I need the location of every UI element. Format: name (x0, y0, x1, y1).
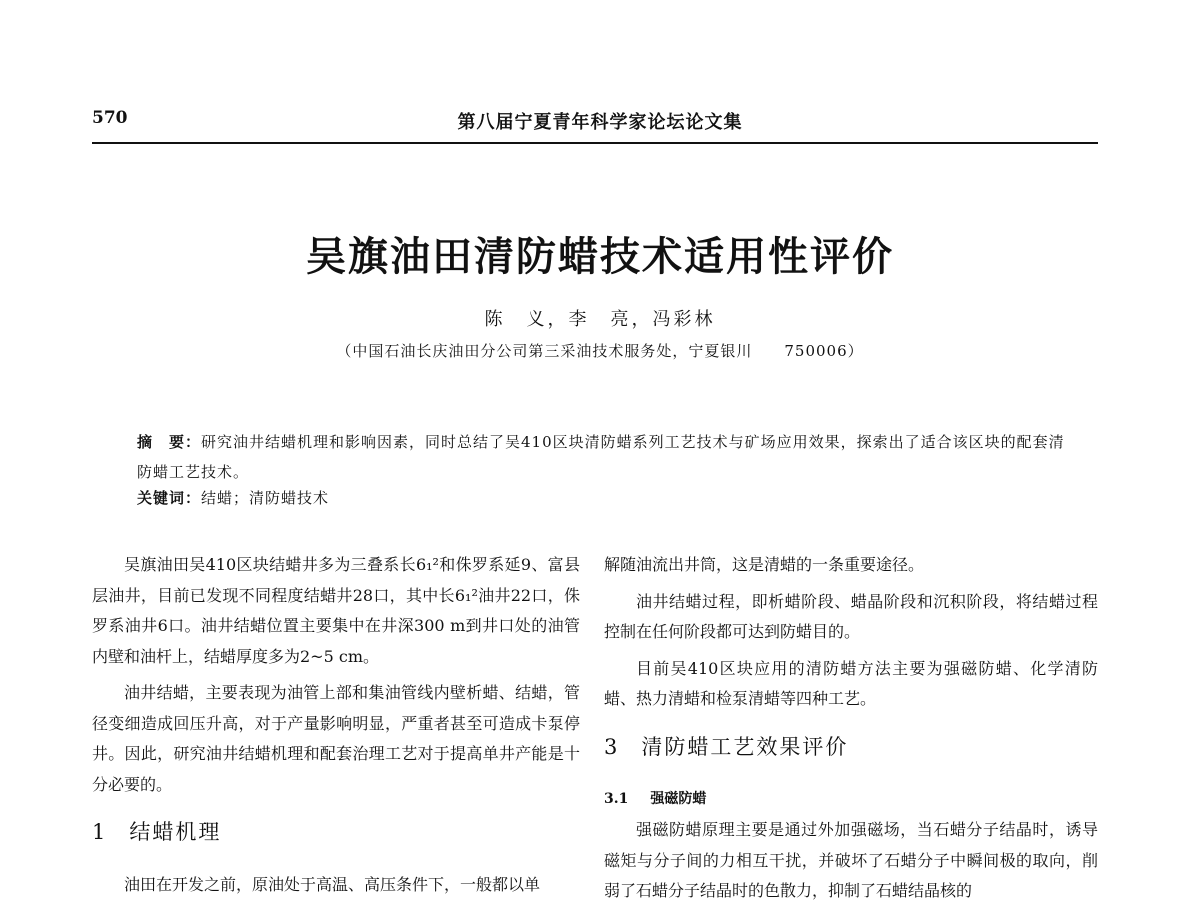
section-heading (92, 816, 221, 846)
paragraph: 吴旗油田吴410区块结蜡井多为三叠系长6₁²和侏罗系延9、富县层油井，目前已发现不同程度结蜡井28口，其中长6₁²油井22口，侏罗系油井6口。油井结蜡位置主要集中在井深300 m到井口处的油管内壁和油杆上，结蜡厚度多为2~5 cm。 (92, 555, 580, 666)
paragraph: 目前吴410区块应用的清防蜡方法主要为强磁防蜡、化学清防蜡、热力清蜡和检泵清蜡等四种工艺。 (604, 658, 1098, 708)
running-title: 第八届宁夏青年科学家论坛论文集 (457, 112, 743, 133)
paragraph: 油田在开发之前，原油处于高温、高压条件下，一般都以单 (124, 875, 541, 894)
abstract-label: 摘 要： (137, 433, 202, 451)
section-title: 清防蜡工艺效果评价 (641, 735, 849, 759)
header-rule (92, 142, 1098, 144)
subsection-heading (604, 788, 706, 808)
right-column (604, 550, 1098, 721)
section-title: 结蜡机理 (129, 820, 222, 844)
author-list: 陈 义，李 亮，冯彩林 (484, 309, 716, 330)
abstract (137, 427, 1067, 487)
section-number: 3 (604, 735, 620, 759)
keywords (137, 487, 329, 508)
subsection-number: 3.1 (604, 791, 629, 807)
page-number: 570 (92, 108, 128, 128)
section-number: 1 (92, 820, 108, 844)
paragraph: 油井结蜡，主要表现为油管上部和集油管线内壁析蜡、结蜡，管径变细造成回压升高，对于产量影响明显，严重者甚至可造成卡泵停井。因此，研究油井结蜡机理和配套治理工艺对于提高单井产能是十分必要的。 (92, 683, 580, 794)
left-column (92, 550, 580, 806)
right-column-continued (604, 815, 1098, 913)
keywords-label: 关键词： (137, 489, 202, 507)
section-heading (604, 731, 848, 761)
paragraph: 强磁防蜡原理主要是通过外加强磁场，当石蜡分子结晶时，诱导磁矩与分子间的力相互干扰，并破坏了石蜡分子中瞬间极的取向，削弱了石蜡分子结晶时的色散力，抑制了石蜡结晶核的 (604, 820, 1098, 900)
keywords-text: 结蜡；清防蜡技术 (201, 489, 330, 507)
affiliation: （中国石油长庆油田分公司第三采油技术服务处，宁夏银川 750006） (336, 342, 864, 360)
paragraph: 解随油流出井筒，这是清蜡的一条重要途径。 (604, 555, 925, 574)
subsection-title: 强磁防蜡 (650, 791, 707, 807)
paragraph: 油井结蜡过程，即析蜡阶段、蜡晶阶段和沉积阶段，将结蜡过程控制在任何阶段都可达到防蜡目的。 (604, 591, 1098, 641)
left-column-continued (92, 870, 580, 907)
abstract-text: 研究油井结蜡机理和影响因素，同时总结了吴410区块清防蜡系列工艺技术与矿场应用效果，探索出了适合该区块的配套清防蜡工艺技术。 (137, 433, 1065, 481)
paper-title: 吴旗油田清防蜡技术适用性评价 (306, 233, 894, 280)
